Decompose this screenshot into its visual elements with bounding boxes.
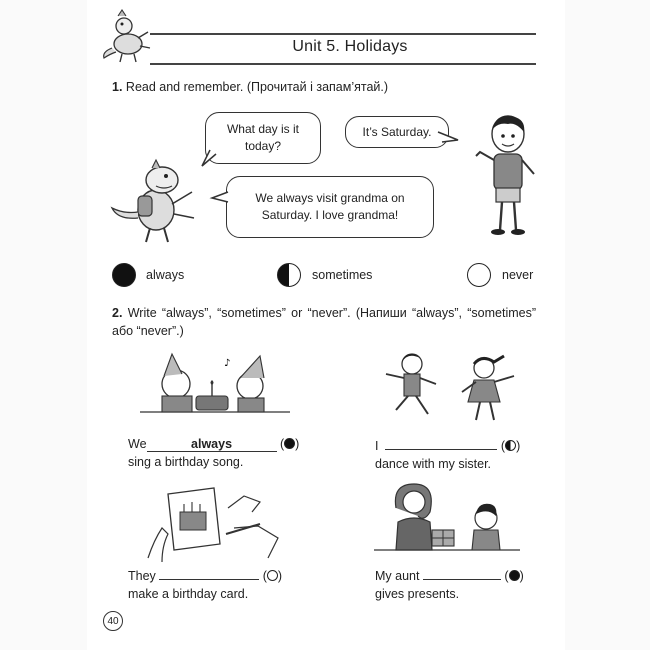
- exercise-item-4: My aunt ( ) gives presents.: [375, 565, 524, 603]
- header-rule-top: [150, 33, 536, 35]
- symbol-always-1: [284, 438, 295, 449]
- symbol-sometimes-2: [505, 440, 516, 451]
- page-margin-left: [0, 0, 87, 650]
- symbol-never-3: [267, 570, 278, 581]
- answer-blank-1[interactable]: always: [147, 437, 277, 452]
- unit-title: Unit 5. Holidays: [292, 38, 408, 55]
- task2-instruction: [112, 304, 536, 340]
- birthday-card-illustration: [148, 488, 284, 562]
- speech-bubble-answer: It’s Saturday.: [345, 116, 449, 148]
- svg-text:♪: ♪: [224, 358, 231, 369]
- exercise-item-2: I ( ) dance with my sister.: [375, 435, 520, 473]
- bubble-tail-answer: [438, 130, 460, 144]
- answer-blank-2[interactable]: [385, 435, 497, 450]
- speech-bubble-statement: We always visit grandma on Saturday. I love grandma!: [226, 176, 434, 238]
- aunt-presents-illustration: [374, 482, 520, 554]
- dinosaur-mascot-icon: [98, 8, 156, 66]
- legend-circle-sometimes: [277, 263, 301, 287]
- legend-label-always: always: [146, 268, 185, 282]
- answer-blank-4[interactable]: [423, 565, 501, 580]
- answer-blank-3[interactable]: [159, 565, 259, 580]
- legend-label-never: never: [502, 268, 534, 282]
- task1-instruction: [112, 78, 532, 96]
- dinosaur-character: [108, 158, 204, 248]
- birthday-song-illustration: [140, 350, 290, 416]
- speech-bubble-question: What day is it today?: [205, 112, 321, 164]
- exercise-item-1: We always ( ) sing a birthday song.: [128, 437, 300, 469]
- legend-circle-always: [112, 263, 136, 287]
- boy-character: [470, 112, 542, 240]
- page-margin-right: [565, 0, 650, 650]
- legend-label-sometimes: sometimes: [312, 268, 373, 282]
- exercise-item-3: They ( ) make a birthday card.: [128, 565, 282, 603]
- task2-text: Write “always”, “sometimes” or “never”. (Напиши “always”, “sometimes” або “never”.): [112, 306, 537, 338]
- task1-number: 1.: [112, 80, 123, 94]
- dancing-illustration: [380, 350, 520, 426]
- symbol-always-4: [509, 570, 520, 581]
- page-number: 40: [103, 611, 123, 631]
- header-rule-bottom: [150, 63, 536, 65]
- task1-text: Read and remember. (Прочитай і запам’ятай.): [125, 80, 389, 94]
- legend-circle-never: [467, 263, 491, 287]
- task2-number: 2.: [112, 306, 123, 320]
- bubble-tail-statement: [210, 190, 232, 206]
